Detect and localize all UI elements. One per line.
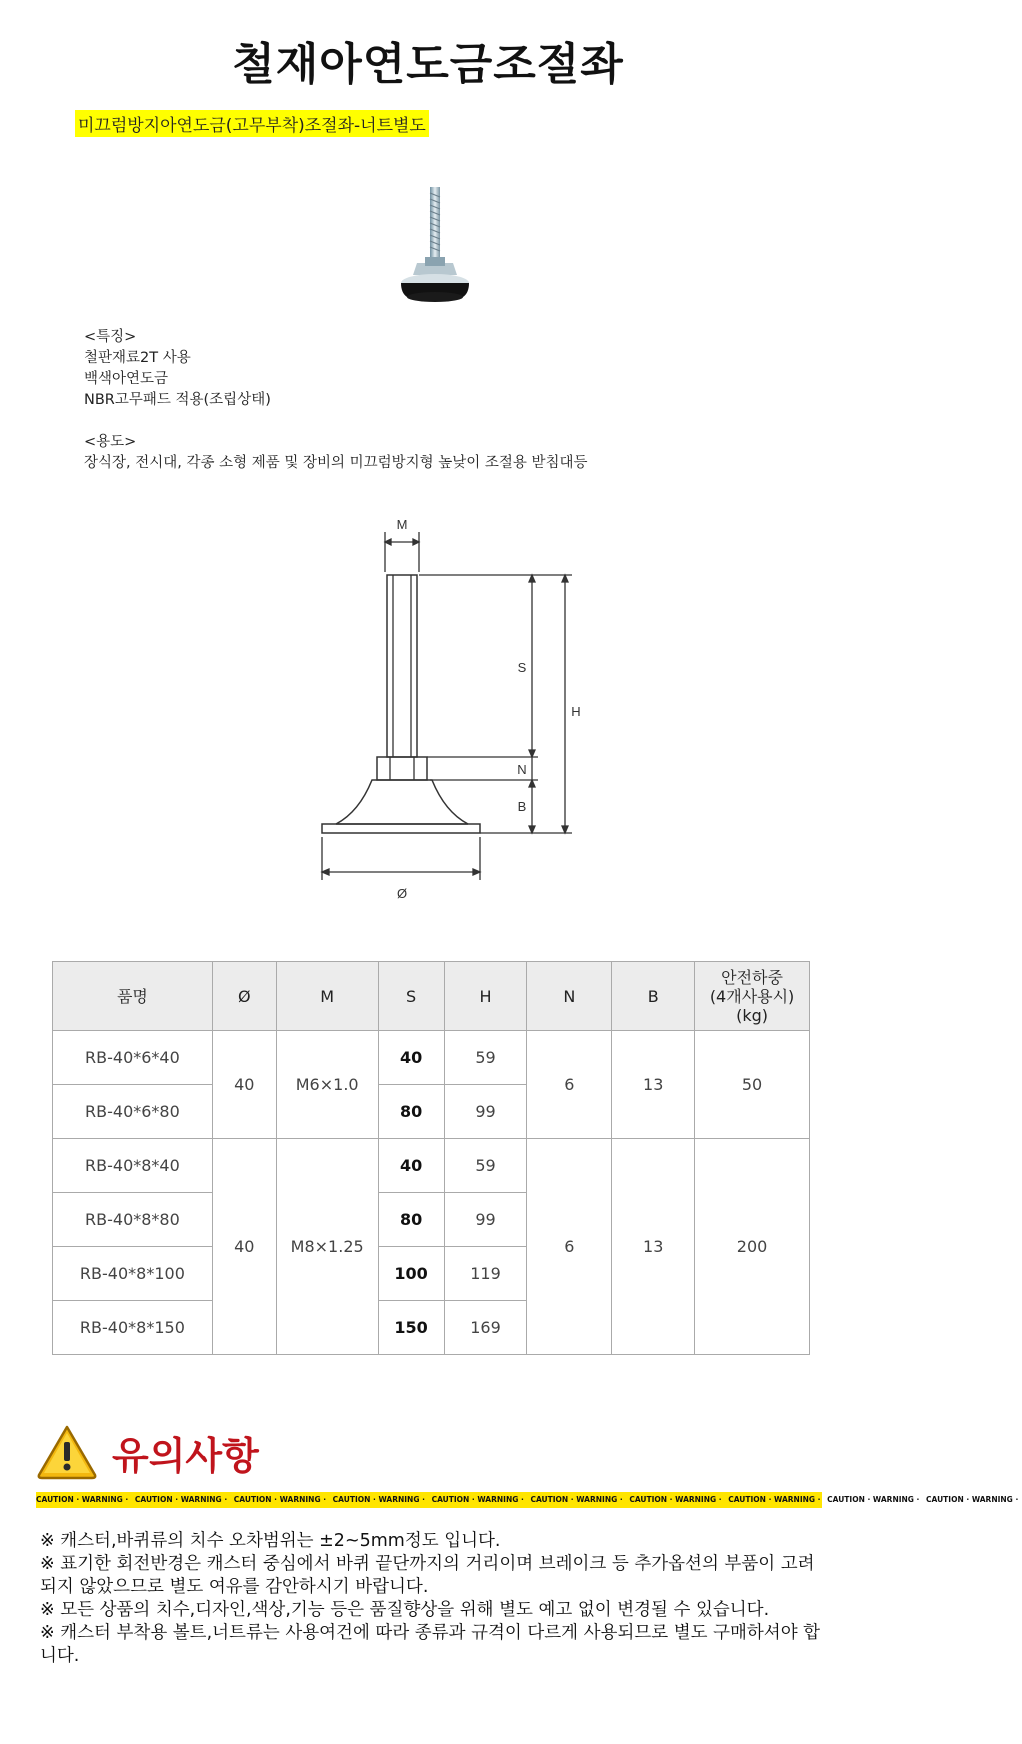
dim-label-diameter: Ø <box>396 886 408 901</box>
cell-diameter: 40 <box>212 1139 276 1355</box>
product-photo <box>395 185 485 310</box>
cell-h: 59 <box>444 1031 527 1085</box>
cell-name: RB-40*8*80 <box>53 1193 213 1247</box>
cell-s: 80 <box>378 1085 444 1139</box>
cell-name: RB-40*8*100 <box>53 1247 213 1301</box>
feature-item: 철판재료2T 사용 <box>84 350 191 366</box>
cell-diameter: 40 <box>212 1031 276 1139</box>
cell-name: RB-40*8*40 <box>53 1139 213 1193</box>
cell-b: 13 <box>612 1139 695 1355</box>
cell-load: 50 <box>695 1031 810 1139</box>
usage-heading: <용도> <box>84 434 137 450</box>
cell-n: 6 <box>527 1031 612 1139</box>
note-item: ※ 모든 상품의 치수,디자인,색상,기능 등은 품질향상을 위해 별도 예고 없이 변경될 수 있습니다. <box>40 1600 770 1620</box>
dim-label-h: H <box>571 704 581 719</box>
col-header: M <box>276 962 378 1031</box>
caution-strip-word: CAUTION · WARNING · <box>134 1495 230 1504</box>
cell-name: RB-40*6*40 <box>53 1031 213 1085</box>
cell-h: 59 <box>444 1139 527 1193</box>
note-item: ※ 캐스터 부착용 볼트,너트류는 사용여건에 따라 종류과 규격이 다르게 사용되므로 별도 구매하셔야 합니다. <box>40 1623 821 1666</box>
product-subtitle: 미끄럼방지아연도금(고무부착)조절좌-너트별도 <box>75 110 429 137</box>
col-header: H <box>444 962 527 1031</box>
caution-title: 유의사항 <box>112 1434 259 1478</box>
usage-text: 장식장, 전시대, 각종 소형 제품 및 장비의 미끄럼방지형 높낮이 조절용 받침대등 <box>84 455 588 471</box>
col-header: 품명 <box>53 962 213 1031</box>
cell-b: 13 <box>612 1031 695 1139</box>
feature-item: 백색아연도금 <box>84 371 169 387</box>
caution-strip-word: CAUTION · WARNING · <box>629 1495 725 1504</box>
col-header: B <box>612 962 695 1031</box>
caution-strip-word: CAUTION · WARNING · <box>233 1495 329 1504</box>
load-header-line: (4개사용시) <box>709 986 795 1006</box>
cell-s: 40 <box>378 1139 444 1193</box>
table-row <box>53 1139 810 1193</box>
caution-strip-word: CAUTION · WARNING · <box>332 1495 428 1504</box>
caution-strip-word: CAUTION · WARNING · <box>926 1495 1019 1504</box>
col-header-load <box>695 962 810 1031</box>
caution-strip <box>36 1492 1019 1508</box>
cell-s: 150 <box>378 1301 444 1355</box>
cell-name: RB-40*8*150 <box>53 1301 213 1355</box>
caution-notes <box>40 1530 830 1668</box>
dim-label-b: B <box>517 799 527 814</box>
note-item: ※ 표기한 회전반경은 캐스터 중심에서 바퀴 끝단까지의 거리이며 브레이크 등 추가옵션의 부품이 고려되지 않았으므로 별도 여유를 감안하시기 바랍니다. <box>40 1554 815 1597</box>
cell-s: 80 <box>378 1193 444 1247</box>
table-row <box>53 1031 810 1085</box>
warning-icon <box>36 1424 98 1480</box>
page-title: 철재아연도금조절좌 <box>232 39 624 90</box>
cell-s: 100 <box>378 1247 444 1301</box>
load-header-line: 안전하중 <box>721 967 783 987</box>
caution-strip-word: CAUTION · WARNING · <box>36 1495 131 1504</box>
cell-h: 119 <box>444 1247 527 1301</box>
dimension-diagram <box>310 512 590 912</box>
features-heading: <특징> <box>84 329 137 345</box>
caution-strip-word: CAUTION · WARNING · <box>827 1495 923 1504</box>
col-header: N <box>527 962 612 1031</box>
features-block <box>84 327 588 474</box>
cell-n: 6 <box>527 1139 612 1355</box>
cell-h: 169 <box>444 1301 527 1355</box>
load-header-line: (kg) <box>736 1005 769 1025</box>
cell-m: M6×1.0 <box>276 1031 378 1139</box>
dim-label-n: N <box>517 762 527 777</box>
cell-load: 200 <box>695 1139 810 1355</box>
table-header-row <box>53 962 810 1031</box>
caution-strip-word: CAUTION · WARNING · <box>728 1495 824 1504</box>
caution-strip-word: CAUTION · WARNING · <box>530 1495 626 1504</box>
col-header: S <box>378 962 444 1031</box>
spec-table <box>52 961 810 1355</box>
caution-strip-word: CAUTION · WARNING · <box>431 1495 527 1504</box>
dim-label-m: M <box>396 517 408 532</box>
cell-m: M8×1.25 <box>276 1139 378 1355</box>
cell-name: RB-40*6*80 <box>53 1085 213 1139</box>
col-header: Ø <box>212 962 276 1031</box>
cell-h: 99 <box>444 1193 527 1247</box>
cell-s: 40 <box>378 1031 444 1085</box>
feature-item: NBR고무패드 적용(조립상태) <box>84 392 271 408</box>
note-item: ※ 캐스터,바퀴류의 치수 오차범위는 ±2~5mm정도 입니다. <box>40 1531 501 1551</box>
cell-h: 99 <box>444 1085 527 1139</box>
dim-label-s: S <box>517 660 527 675</box>
